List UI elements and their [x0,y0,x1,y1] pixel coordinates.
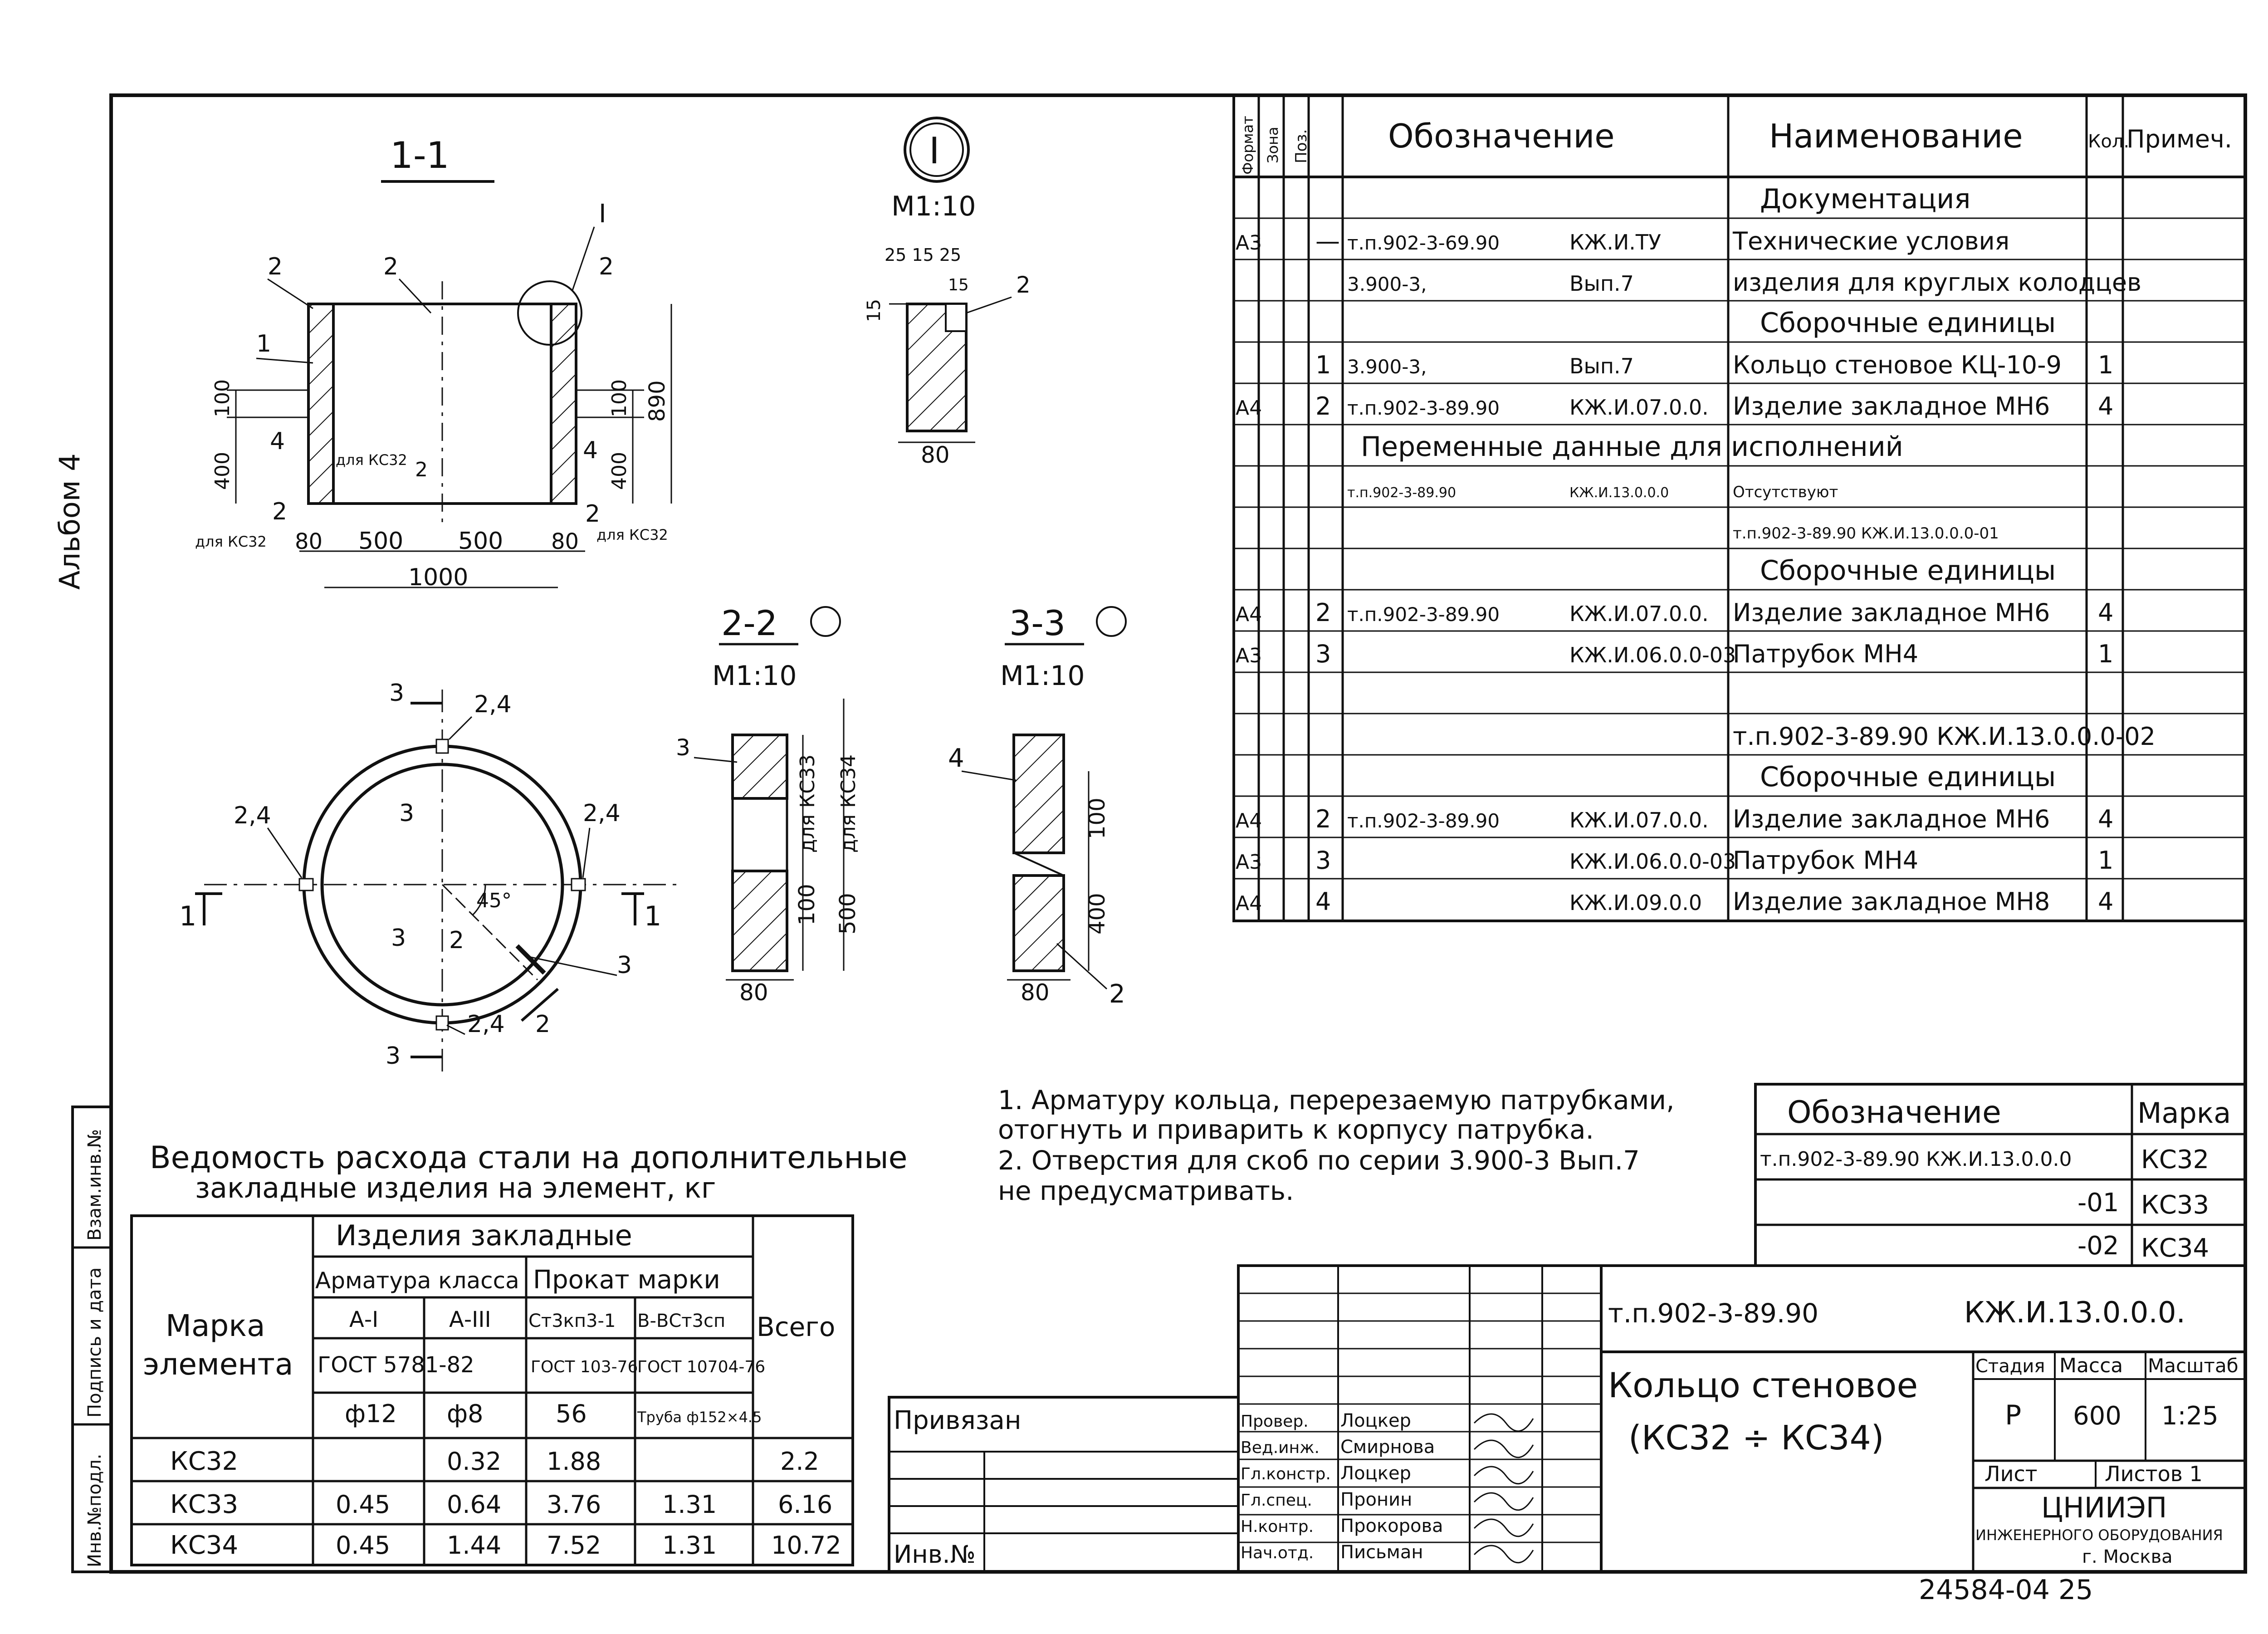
plan-label: 2 [449,927,464,954]
spec-format: А4 [1236,396,1262,420]
spec-pos: 3 [1315,640,1331,668]
spec-pos: — [1315,227,1340,255]
steel-group: Изделия закладные [336,1219,632,1252]
section-1-1-title: 1-1 [390,134,450,176]
tb-person: Прокорова [1340,1516,1443,1536]
pos-3: 3 [676,734,690,761]
tb-code: КЖ.И.13.0.0.0. [1964,1296,2185,1330]
callout-I: I [599,199,606,229]
section-3-3-title: 3-3 [1009,603,1066,643]
sheet-code: 24584-04 25 [1919,1574,2093,1606]
tb-role: Вед.инж. [1241,1438,1320,1457]
spec-pos: 3 [1315,846,1331,875]
detail-I [864,118,1031,468]
angle-45: 45° [476,889,512,912]
spec-format: А3 [1236,644,1262,667]
steel-row-mark: КС33 [170,1490,239,1519]
tb-org-2: ИНЖЕНЕРНОГО ОБОРУДОВАНИЯ [1975,1526,2223,1544]
dim-100: 100 [794,884,820,925]
dim-80: 80 [1021,979,1050,1006]
tb-person: Лоцкер [1340,1463,1411,1484]
spec-qty: 4 [2098,805,2114,833]
tb-person: Лоцкер [1340,1410,1411,1431]
steel-row-total: 2.2 [780,1447,819,1476]
spec-name: Изделие закладное МН6 [1733,598,2050,627]
tb-role: Н.контр. [1241,1517,1314,1536]
spec-designation: т.п.902-3-89.90 [1347,397,1500,419]
section-2-2-title: 2-2 [721,603,778,643]
spec-format: А3 [1236,231,1262,254]
spec-header-designation: Обозначение [1388,117,1615,155]
plan-label: 2 [535,1011,551,1038]
steel-standard: ГОСТ 10704-76 [637,1358,766,1376]
note-line: отогнуть и приварить к корпусу патрубка. [998,1114,1594,1145]
marks-des: т.п.902-3-89.90 КЖ.И.13.0.0.0 [1760,1148,2072,1171]
spec-name: Сборочные единицы [1760,761,2056,793]
spec-code: КЖ.И.07.0.0. [1569,395,1709,420]
tb-person: Смирнова [1340,1437,1435,1458]
spec-code: Вып.7 [1569,271,1634,296]
dim-1000: 1000 [408,564,469,591]
section-2-2-scale: М1:10 [712,660,797,692]
pos-2: 2 [272,498,288,525]
spec-header-pos: Поз. [1292,129,1310,163]
section-3-3-scale: М1:10 [1000,660,1085,692]
steel-col-mark: элемента [143,1347,293,1382]
dim-100: 100 [1085,797,1110,839]
steel-row-vst: 1.31 [662,1490,717,1519]
album-label: Альбом 4 [53,453,86,590]
plan-label: 2,4 [467,1011,505,1038]
steel-row-mark: КС34 [170,1531,239,1560]
marks-mark: КС33 [2141,1190,2209,1220]
marks-header-designation: Обозначение [1787,1095,2001,1130]
tb-role: Гл.спец. [1241,1491,1312,1510]
plan-label: 3 [617,952,632,979]
spec-code: Вып.7 [1569,354,1634,378]
plan-view [179,680,680,1075]
bound-label: Привязан [894,1406,1022,1435]
spec-qty: 1 [2098,351,2114,379]
section-2-2 [676,603,860,1006]
signature [1474,1519,1533,1536]
pos-1: 1 [256,330,272,357]
spec-rows [1234,183,2245,916]
dim-500: 500 [358,528,404,555]
steel-row-total: 6.16 [778,1490,833,1519]
spec-pos: 1 [1315,351,1331,379]
stamp-zam: Взам.инв.№ [84,1129,105,1241]
signature [1474,1440,1533,1458]
steel-size: ф8 [447,1399,484,1428]
marks-header-mark: Марка [2137,1096,2231,1130]
spec-pos: 4 [1315,887,1331,916]
spec-code: КЖ.И.13.0.0.0 [1569,485,1669,501]
marks-table [1755,1084,2245,1266]
steel-class: А-III [449,1307,491,1332]
plan-label: 2,4 [583,800,621,827]
spec-format: А3 [1236,851,1262,874]
steel-row-a3: 0.32 [447,1447,502,1476]
steel-row-a3: 1.44 [447,1531,502,1560]
detail-I-15: 15 [948,276,969,294]
dim-100: 100 [211,379,234,417]
steel-table [132,1140,908,1565]
spec-name: Патрубок МН4 [1733,640,1919,668]
steel-sub1: Арматура класса [315,1267,519,1294]
pos-2: 2 [1016,272,1031,298]
spec-name: Патрубок МН4 [1733,846,1919,875]
dim-890: 890 [645,380,670,422]
marks-mark: КС32 [2141,1145,2209,1174]
marks-des: -01 [2077,1188,2119,1218]
tb-name-2: (КС32 ÷ КС34) [1628,1419,1884,1458]
detail-I-top-dims: 25 15 25 [885,245,962,265]
tb-person: Письман [1340,1542,1423,1563]
signature [1474,1493,1533,1510]
pos-2: 2 [415,458,428,481]
spec-designation: 3.900-3, [1347,273,1427,295]
tb-sheets: Листов 1 [2105,1462,2203,1486]
spec-qty: 4 [2098,887,2114,916]
steel-row-mark: КС32 [170,1447,239,1476]
steel-sub2: Прокат марки [533,1265,720,1295]
tb-name-1: Кольцо стеновое [1608,1365,1918,1405]
spec-name: Изделие закладное МН6 [1733,392,2050,421]
plan-label: 2,4 [234,802,271,829]
spec-format: А4 [1236,809,1262,832]
spec-qty: 1 [2098,640,2114,668]
spec-header-note: Примеч. [2126,125,2233,153]
tb-stage: Р [2005,1399,2022,1431]
spec-pos: 2 [1315,598,1331,627]
marks-mark: КС34 [2141,1233,2209,1263]
signature [1474,1414,1533,1431]
steel-size: 56 [556,1399,587,1428]
cut-mark-1: 1 [179,900,197,932]
spec-designation: т.п.902-3-89.90 [1347,603,1500,626]
spec-qty: 1 [2098,846,2114,875]
spec-format: А4 [1236,603,1262,626]
spec-designation: т.п.902-3-89.90 [1347,810,1500,832]
spec-name: Сборочные единицы [1760,555,2056,587]
spec-header-name: Наименование [1769,117,2023,155]
for-kc32-label: для КС32 [336,451,407,469]
spec-name: Изделие закладное МН8 [1733,887,2050,916]
spec-name: Переменные данные для исполнений [1361,431,1903,463]
tb-mass: 600 [2073,1401,2121,1431]
dim-100: 100 [608,379,631,417]
note-line: 2. Отверстия для скоб по серии 3.900-3 Вып.7 [998,1145,1640,1176]
specification-table [1234,95,2245,921]
plan-label: 3 [399,800,415,827]
steel-standard: ГОСТ 103-76 [531,1358,638,1376]
note-line: не предусматривать. [998,1175,1294,1206]
steel-class: Ст3кп3-1 [528,1311,616,1331]
spec-name: Документация [1760,183,1971,215]
steel-size: Труба ф152×4.5 [637,1409,762,1426]
dim-80: 80 [551,529,579,554]
stamp-sign: Подпись и дата [84,1267,105,1418]
pos-4: 4 [270,428,285,455]
spec-pos: 2 [1315,392,1331,421]
spec-name: Сборочные единицы [1760,307,2056,339]
tb-role: Нач.отд. [1241,1544,1314,1562]
steel-row-st: 3.76 [547,1490,601,1519]
steel-class: А-I [349,1307,379,1332]
spec-qty: 4 [2098,598,2114,627]
spec-name: т.п.902-3-89.90 КЖ.И.13.0.0.0-02 [1733,722,2156,751]
steel-class: В-ВСт3сп [637,1311,726,1331]
tb-mass-h: Масса [2059,1354,2123,1377]
steel-size: ф12 [345,1399,397,1428]
plan-label: 3 [389,680,405,707]
steel-total: Всего [757,1311,836,1342]
spec-header-format: Формат [1239,116,1256,175]
spec-designation: т.п.902-3-89.90 [1347,485,1457,501]
spec-name: Кольцо стеновое КЦ-10-9 [1733,351,2062,379]
pos-4: 4 [948,744,964,773]
note-line: 1. Арматуру кольца, перерезаемую патрубками, [998,1085,1675,1115]
tb-scale: 1:25 [2161,1401,2219,1431]
dim-500: 500 [458,528,503,555]
plan-label: 3 [391,925,406,952]
steel-standard: ГОСТ 5781-82 [318,1352,474,1378]
dim-80: 80 [921,442,950,468]
spec-code: КЖ.И.06.0.0-03 [1569,643,1736,667]
detail-I-mark: I [929,130,940,172]
tb-doc: т.п.902-3-89.90 [1608,1298,1819,1329]
spec-qty: 4 [2098,392,2114,421]
steel-row-a3: 0.64 [447,1490,502,1519]
tb-person: Пронин [1340,1489,1413,1510]
steel-row-st: 1.88 [547,1447,601,1476]
cut-mark-1: 1 [644,900,662,932]
inv-label: Инв.№ [894,1540,976,1569]
spec-designation: т.п.902-3-69.90 [1347,232,1500,254]
pos-2: 2 [1109,979,1125,1009]
spec-name: Технические условия [1733,227,2010,255]
spec-code: КЖ.И.09.0.0 [1569,890,1702,915]
steel-row-a1: 0.45 [336,1531,391,1560]
dim-80: 80 [295,529,323,554]
spec-code: КЖ.И.ТУ [1569,230,1661,254]
for-kc33: для КС33 [796,754,819,853]
steel-row-total: 10.72 [771,1531,841,1560]
detail-I-15: 15 [864,299,885,322]
spec-name: Изделие закладное МН6 [1733,805,2050,833]
pos-4: 4 [583,437,598,464]
marks-des: -02 [2077,1231,2119,1261]
spec-designation: 3.900-3, [1347,356,1427,378]
steel-col-mark: Марка [166,1308,265,1343]
spec-header-zone: Зона [1264,127,1281,163]
steel-row-a1: 0.45 [336,1490,391,1519]
pos-2: 2 [383,253,399,280]
steel-row-vst: 1.31 [662,1531,717,1560]
spec-pos: 2 [1315,805,1331,833]
tb-scale-h: Масштаб [2148,1355,2239,1377]
dim-400: 400 [608,452,631,490]
section-1-1 [195,134,671,591]
tb-role: Провер. [1241,1412,1309,1431]
signature [1474,1546,1533,1563]
pos-2: 2 [585,500,601,528]
dim-400: 400 [1085,893,1110,934]
for-kc32-label: для КС32 [596,526,668,543]
steel-title-1: Ведомость расхода стали на дополнительные [150,1140,908,1176]
tb-org-3: г. Москва [2082,1546,2173,1567]
stamp-inv: Инв.№подл. [84,1453,105,1567]
tb-sheet: Лист [1984,1462,2038,1486]
signature [1474,1467,1533,1484]
tb-stage-h: Стадия [1975,1356,2045,1377]
tb-role: Гл.констр. [1241,1465,1331,1483]
spec-header-qty: Кол. [2088,131,2130,152]
spec-name: изделия для круглых колодцев [1733,268,2141,297]
spec-format: А4 [1236,892,1262,915]
section-3-3 [948,603,1126,1009]
steel-row-st: 7.52 [547,1531,601,1560]
plan-label: 3 [386,1042,401,1070]
for-kc34: для КС34 [837,754,860,853]
spec-code: КЖ.И.06.0.0-03 [1569,849,1736,874]
spec-code: КЖ.И.07.0.0. [1569,602,1709,626]
pos-2: 2 [599,253,614,280]
detail-I-scale: М1:10 [891,191,976,222]
side-stamp [73,1107,111,1572]
dim-80: 80 [739,979,768,1006]
notes [998,1085,1675,1206]
plan-label: 2,4 [474,691,512,718]
spec-name: Отсутствуют [1733,483,1838,501]
for-kc32-label: для КС32 [195,533,267,550]
spec-code: КЖ.И.07.0.0. [1569,808,1709,832]
spec-name: т.п.902-3-89.90 КЖ.И.13.0.0.0-01 [1733,524,1999,543]
dim-500: 500 [835,893,860,934]
steel-title-2: закладные изделия на элемент, кг [195,1171,716,1204]
dim-400: 400 [211,452,234,490]
tb-org-1: ЦНИИЭП [2041,1491,2167,1524]
pos-2: 2 [268,253,283,280]
title-block [889,1266,2245,1572]
